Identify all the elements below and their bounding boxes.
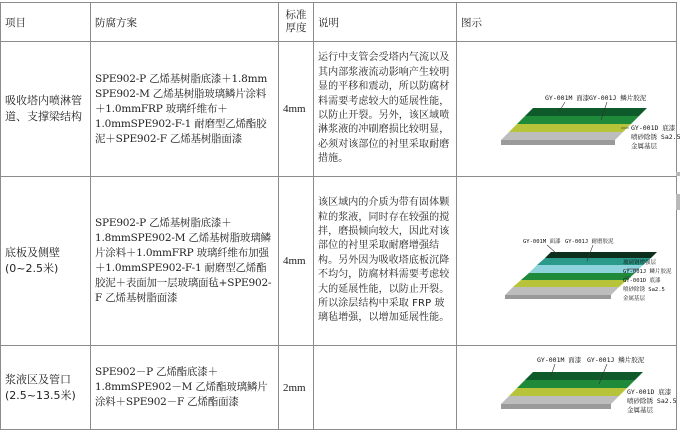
row-sketch bbox=[457, 177, 677, 346]
label-blast: 喷砂除锈 Sa2.5 bbox=[631, 133, 680, 141]
label-topcoat: GY-001M 面漆 bbox=[537, 356, 582, 364]
row-item bbox=[1, 177, 91, 346]
header-sketch: 图示 bbox=[457, 3, 677, 42]
layer-flake bbox=[517, 116, 639, 124]
layer-substrate bbox=[501, 132, 623, 140]
label-primer: GY-001D 底漆 bbox=[623, 278, 661, 284]
header-thickness-line2: 厚度 bbox=[285, 22, 307, 34]
header-row bbox=[1, 3, 677, 42]
coating-layers-diagram bbox=[461, 346, 680, 426]
anticorrosion-spec-table bbox=[0, 2, 680, 430]
layer-substrate bbox=[501, 396, 619, 404]
row-item bbox=[1, 346, 91, 430]
label-topcoat: GY-001M 面漆 bbox=[545, 94, 590, 102]
layer-primer bbox=[513, 280, 627, 287]
coating-layers-diagram bbox=[461, 177, 680, 342]
label-substrate: 金属基层 bbox=[631, 142, 657, 150]
header-thickness-line1: 标准 bbox=[285, 9, 307, 21]
layer-substrate bbox=[505, 287, 619, 295]
label-primer: GY-001D 底漆 bbox=[631, 124, 676, 132]
edge-marker bbox=[676, 194, 680, 210]
row-item-range: (2.5~13.5米) bbox=[5, 388, 76, 402]
row-description: 运行中支管会受塔内气流以及其内部浆液流动影响产生较明显的平移和震动，所以防腐材料需要考虑较大的延展性能，以防止开裂。另外，该区域喷淋浆液的冲刷磨损比较明显，必须对该部位的衬里采取耐磨措施。 bbox=[314, 42, 457, 177]
row-thickness: 2mm bbox=[279, 346, 314, 430]
layer-topcoat bbox=[525, 108, 647, 116]
row-plan: SPE902-P 乙烯基树脂底漆＋1.8mm SPE902-M 乙烯基树脂玻璃鳞片涂料＋1.0mmFRP 玻璃纤维布＋1.0mmSPE902-F-1 耐磨型乙烯酯胶泥＋SPE902-F 乙烯基树脂面漆 bbox=[91, 42, 279, 177]
row-thickness: 4mm bbox=[279, 177, 314, 346]
label-flake: GY-001J 鳞片胶泥 bbox=[623, 269, 672, 275]
layer-flake bbox=[517, 380, 635, 388]
header-item: 项目 bbox=[1, 3, 91, 42]
row-item: 吸收塔内喷淋管道、支撑梁结构 bbox=[1, 42, 91, 177]
label-topcoat: GY-001M 面漆 bbox=[523, 239, 561, 245]
table-row bbox=[1, 177, 677, 346]
label-flake: GY-001J 鳞片胶泥 bbox=[589, 94, 647, 102]
row-item-range: (0~2.5米) bbox=[5, 262, 59, 275]
label-substrate: 金属基层 bbox=[623, 296, 646, 302]
row-sketch bbox=[457, 346, 677, 430]
table-row bbox=[1, 42, 677, 177]
row-item-title: 浆液区及管口 bbox=[5, 372, 71, 386]
row-sketch bbox=[457, 42, 680, 177]
table-row bbox=[1, 346, 677, 430]
layer-substrate-front bbox=[501, 404, 611, 409]
layer-primer bbox=[509, 124, 631, 132]
layer-primer bbox=[509, 388, 627, 396]
label-flake: GY-001J 鳞片胶泥 bbox=[587, 356, 645, 364]
header-description: 说明 bbox=[314, 3, 457, 42]
label-mat: 玻璃钢增强层 bbox=[623, 260, 657, 266]
label-blast: 喷砂除锈 Sa2.5 bbox=[623, 287, 665, 293]
row-item-title: 底板及侧壁 bbox=[5, 246, 60, 259]
label-primer: GY-001D 底漆 bbox=[627, 388, 672, 396]
row-plan: SPE902－P 乙烯酯底漆＋1.8mmSPE902－M 乙烯酯玻璃鳞片涂料＋SPE902－F 乙烯酯面漆 bbox=[91, 346, 279, 430]
layer-topcoat bbox=[525, 372, 643, 380]
layer-substrate-front bbox=[505, 295, 611, 299]
row-description bbox=[314, 346, 457, 430]
label-flake-top: GY-001J 耐磨胶泥 bbox=[565, 239, 614, 245]
edge-marker bbox=[676, 172, 680, 176]
row-thickness: 4mm bbox=[279, 42, 314, 177]
label-substrate: 金属基层 bbox=[627, 406, 653, 414]
row-plan: SPE902-P 乙烯基树脂底漆＋1.8mmSPE902-M 乙烯基树脂玻璃鳞片涂料＋1.0mmFRP 玻璃纤维布加强＋1.0mmSPE902-F-1 耐磨型乙烯酯胶泥＋表面加一层玻璃面毡+SPE902-F 乙烯基树脂面漆 bbox=[91, 177, 279, 346]
label-blast: 喷砂除锈 Sa2.5 bbox=[627, 397, 677, 405]
layer-flake bbox=[521, 273, 635, 280]
header-plan: 防腐方案 bbox=[91, 3, 279, 42]
coating-layers-diagram bbox=[461, 42, 680, 173]
header-thickness bbox=[279, 3, 314, 42]
row-description: 该区域内的介质为带有固体颗粒的浆液，同时存在较强的搅拌，磨损倾向较大，因此对该部位的衬里采取耐磨增强结构。另外因为吸收塔底板沉降不均匀，防腐材料需要考虑较大的延展性能，以防止开裂。所以涂层结构中采取 FRP 玻璃毡增强，以增加延展性能。 bbox=[314, 177, 457, 346]
layer-substrate-front bbox=[501, 140, 615, 145]
layer-topcoat bbox=[545, 252, 657, 258]
